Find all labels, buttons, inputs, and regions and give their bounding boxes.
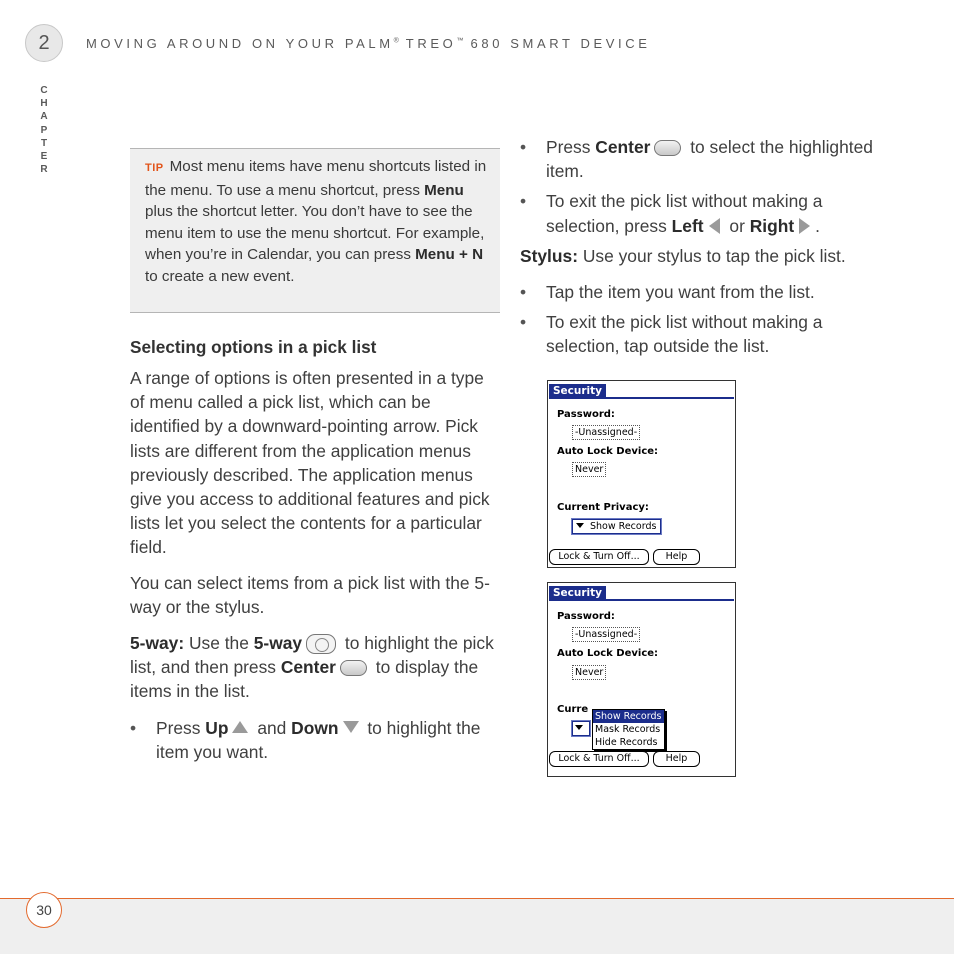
password-label: Password: — [557, 611, 615, 622]
running-head-text: MOVING AROUND ON YOUR PALM — [86, 36, 394, 51]
text-part: Use the — [184, 633, 254, 653]
trademark-mark: ™ — [456, 37, 464, 45]
dropdown-arrow-icon — [576, 523, 584, 528]
running-head — [86, 36, 651, 51]
paragraph-stylus — [520, 244, 900, 268]
section-heading: Selecting options in a pick list — [130, 337, 377, 357]
bullet-list-right-top — [520, 135, 885, 244]
text-part: . — [815, 215, 820, 236]
chapter-number-badge — [25, 24, 63, 62]
password-field[interactable]: -Unassigned- — [572, 425, 640, 440]
list-item — [520, 189, 885, 237]
text-part: Press — [546, 137, 596, 157]
text-part: to highlight the pick list, and then press — [130, 633, 494, 678]
password-label: Password: — [557, 409, 615, 420]
help-button[interactable]: Help — [653, 751, 700, 767]
term-stylus: Stylus: — [520, 246, 578, 266]
vertical-letter: T — [40, 137, 48, 149]
key-center: Center — [280, 657, 336, 678]
page-number: 30 — [36, 902, 52, 918]
autolock-field[interactable]: Never — [572, 665, 606, 680]
key-up: Up — [205, 718, 229, 738]
autolock-label: Auto Lock Device: — [557, 446, 659, 457]
picklist-option-hide[interactable]: Hide Records — [595, 737, 658, 748]
picklist-option-mask[interactable]: Mask Records — [595, 724, 661, 735]
chapter-vertical-label — [37, 84, 51, 176]
screen-title: Security — [549, 384, 606, 398]
tip-box — [130, 148, 500, 313]
tip-text — [145, 156, 493, 288]
tip-menu-key: Menu — [424, 181, 464, 199]
text-part: or — [724, 215, 750, 236]
text-part: to display the items in the list. — [130, 657, 479, 702]
autolock-label: Auto Lock Device: — [557, 648, 659, 659]
key-left: Left — [671, 215, 704, 236]
page-number-badge — [26, 892, 62, 928]
list-item — [520, 135, 885, 183]
list-item: • To exit the pick list without making a selection, tap outside the list. — [520, 310, 885, 358]
vertical-letter: H — [40, 98, 48, 110]
list-item: • Tap the item you want from the list. — [520, 280, 885, 304]
tip-text-part: Most menu items have menu shortcuts listed in the menu. To use a menu shortcut, press — [145, 158, 487, 199]
privacy-picklist[interactable] — [572, 519, 661, 534]
privacy-value: Show Records — [590, 521, 657, 532]
footer-rule — [0, 898, 954, 899]
running-head-text-end: 680 SMART DEVICE — [463, 36, 651, 51]
text-part: Press — [156, 718, 206, 738]
title-underline — [549, 599, 734, 601]
tip-label: TIP — [145, 162, 164, 174]
privacy-label-partial: Curre — [557, 704, 589, 715]
picklist-option-show[interactable]: Show Records — [593, 710, 664, 723]
paragraph-pick-lists: A range of options is often presented in a type of menu called a pick list, which can be identified by a downward-pointing arrow. Pick lists are different from the application menus previously described. The application menus give you access to additional features and pick lists let you select the contents for a particular field. — [130, 368, 490, 558]
picklist-popup — [592, 709, 665, 750]
up-arrow-icon — [232, 721, 248, 733]
lock-turn-off-button[interactable]: Lock & Turn Off... — [549, 751, 649, 767]
center-button-icon — [654, 140, 681, 156]
key-down: Down — [291, 718, 339, 738]
lock-turn-off-button[interactable]: Lock & Turn Off... — [549, 549, 649, 565]
privacy-label: Current Privacy: — [557, 502, 649, 513]
vertical-letter: C — [40, 85, 48, 96]
term-5way: 5-way: — [130, 633, 185, 653]
text-part: To exit the pick list without making a selection, press — [546, 191, 823, 236]
right-arrow-icon — [799, 218, 810, 234]
list-item — [130, 716, 500, 764]
footer-band — [0, 899, 954, 954]
dropdown-arrow-icon — [575, 725, 583, 730]
password-field[interactable]: -Unassigned- — [572, 627, 640, 642]
paragraph-select-methods: You can select items from a pick list with the 5-way or the stylus. — [130, 573, 490, 618]
text-part: Use your stylus to tap the pick list. — [577, 246, 846, 266]
tip-menu-n-key: Menu + N — [415, 246, 484, 264]
palm-screen-security-2 — [547, 582, 736, 777]
screen-title: Security — [549, 586, 606, 600]
bullet-list-left — [130, 716, 500, 764]
key-center: Center — [595, 137, 651, 157]
down-arrow-icon — [343, 721, 359, 733]
vertical-letter: A — [40, 111, 48, 123]
title-underline — [549, 397, 734, 399]
left-arrow-icon — [709, 218, 720, 234]
key-5way: 5-way — [253, 633, 303, 653]
key-right: Right — [749, 215, 795, 236]
vertical-letter: P — [40, 124, 48, 136]
bullet-list-right-bottom — [520, 280, 885, 365]
vertical-letter: E — [40, 151, 48, 163]
palm-screen-security-1 — [547, 380, 736, 568]
registered-mark: ® — [393, 37, 399, 45]
tip-text-part: plus the shortcut letter. You don’t have to see the menu item to use the menu shortcut. For example, when you’re in Calendar, you can press — [145, 203, 485, 264]
text-part: and — [252, 718, 292, 738]
text-part: to highlight the item you want. — [156, 718, 481, 763]
tip-text-part: to create a new event. — [145, 267, 295, 285]
help-button[interactable]: Help — [653, 549, 700, 565]
vertical-letter: R — [40, 164, 48, 176]
chapter-number: 2 — [38, 31, 50, 54]
running-head-text-mid: TREO — [398, 36, 457, 51]
five-way-icon — [306, 634, 336, 654]
text-part: to select the highlighted item. — [546, 137, 873, 182]
paragraph-5way — [130, 631, 500, 704]
autolock-field[interactable]: Never — [572, 462, 606, 477]
center-button-icon — [340, 660, 367, 676]
privacy-picklist-trigger[interactable] — [572, 721, 590, 736]
